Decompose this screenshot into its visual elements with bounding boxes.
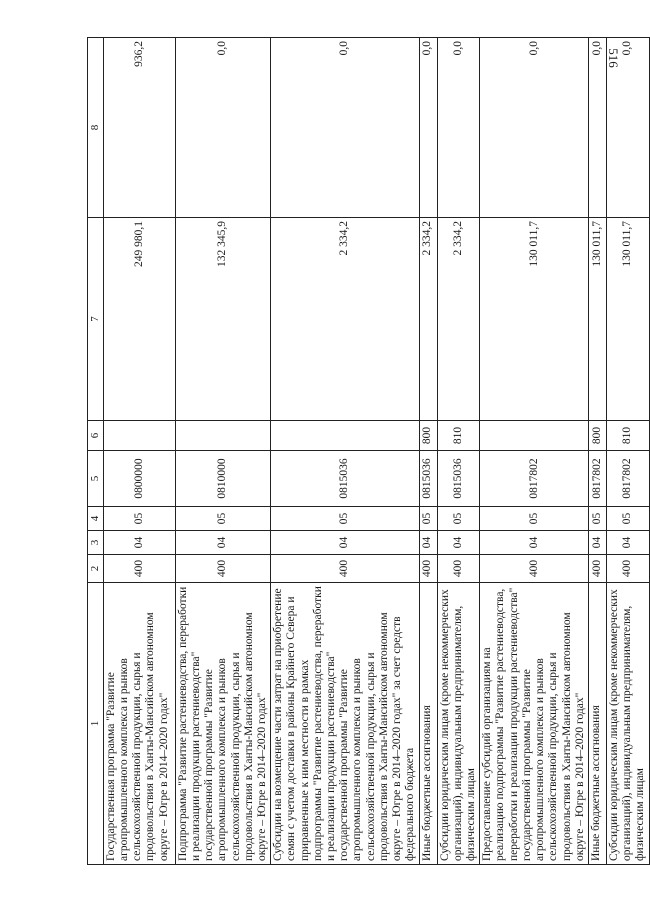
code-cell: 400 [437, 555, 480, 583]
table-row [437, 38, 480, 865]
section-cell: 04 [588, 531, 606, 555]
row-name-cell: Подпрограмма "Развитие растениеводства, переработки и реализации продукции растениеводства" государственной программы "Развитие агропромышленного комплекса и рынков сельскохозяйственной продукции, сырья и продовольствия в Ханты-Мансийском автономном округе – Югре в 2014–2020 годах" [175, 583, 271, 865]
code-cell: 400 [480, 555, 589, 583]
subsection-cell: 05 [103, 507, 175, 531]
section-cell: 04 [103, 531, 175, 555]
target-article-cell: 0800000 [103, 451, 175, 507]
budget-table [87, 37, 650, 865]
expense-type-cell: 810 [437, 421, 480, 451]
section-cell: 04 [175, 531, 271, 555]
table-row [271, 38, 419, 865]
code-cell: 400 [175, 555, 271, 583]
code-cell: 400 [588, 555, 606, 583]
code-cell: 400 [419, 555, 437, 583]
target-article-cell: 0817802 [606, 451, 649, 507]
expense-type-cell: 810 [606, 421, 649, 451]
amount-cell: 130 011,7 [588, 218, 606, 421]
target-article-cell: 0815036 [271, 451, 419, 507]
column-header: 5 [88, 451, 104, 507]
section-cell: 04 [419, 531, 437, 555]
federal-amount-cell: 0,0 [480, 38, 589, 218]
amount-cell: 132 345,9 [175, 218, 271, 421]
subsection-cell: 05 [419, 507, 437, 531]
target-article-cell: 0815036 [419, 451, 437, 507]
expense-type-cell: 800 [588, 421, 606, 451]
amount-cell: 249 980,1 [103, 218, 175, 421]
expense-type-cell [480, 421, 589, 451]
federal-amount-cell: 0,0 [588, 38, 606, 218]
code-cell: 400 [271, 555, 419, 583]
federal-amount-cell: 0,0 [437, 38, 480, 218]
section-cell: 04 [480, 531, 589, 555]
column-header: 6 [88, 421, 104, 451]
code-cell: 400 [103, 555, 175, 583]
table-row [480, 38, 589, 865]
target-article-cell: 0815036 [437, 451, 480, 507]
table-row [103, 38, 175, 865]
column-header: 1 [88, 583, 104, 865]
amount-cell: 2 334,2 [437, 218, 480, 421]
row-name-cell: Государственная программа "Развитие агропромышленного комплекса и рынков сельскохозяйственной продукции, сырья и продовольствия в Ханты-Мансийском автономном округе – Югре в 2014–2020 годах" [103, 583, 175, 865]
federal-amount-cell: 0,0 [175, 38, 271, 218]
federal-amount-cell: 0,0 [606, 38, 649, 218]
column-header: 7 [88, 218, 104, 421]
subsection-cell: 05 [175, 507, 271, 531]
table-row [588, 38, 606, 865]
target-article-cell: 0810000 [175, 451, 271, 507]
subsection-cell: 05 [588, 507, 606, 531]
table-header-row [88, 38, 104, 865]
amount-cell: 2 334,2 [271, 218, 419, 421]
section-cell: 04 [437, 531, 480, 555]
expense-type-cell: 800 [419, 421, 437, 451]
amount-cell: 130 011,7 [480, 218, 589, 421]
row-name-cell: Субсидии юридическим лицам (кроме некоммерческих организаций), индивидуальным предпринимателям, физическим лицам [606, 583, 649, 865]
amount-cell: 130 011,7 [606, 218, 649, 421]
column-header: 2 [88, 555, 104, 583]
column-header: 8 [88, 38, 104, 218]
row-name-cell: Иные бюджетные ассигнования [588, 583, 606, 865]
row-name-cell: Иные бюджетные ассигнования [419, 583, 437, 865]
section-cell: 04 [606, 531, 649, 555]
expense-type-cell [103, 421, 175, 451]
table-row [175, 38, 271, 865]
page-number: 516 [605, 48, 621, 68]
subsection-cell: 05 [606, 507, 649, 531]
subsection-cell: 05 [437, 507, 480, 531]
federal-amount-cell: 0,0 [419, 38, 437, 218]
subsection-cell: 05 [271, 507, 419, 531]
target-article-cell: 0817802 [588, 451, 606, 507]
expense-type-cell [175, 421, 271, 451]
subsection-cell: 05 [480, 507, 589, 531]
federal-amount-cell: 0,0 [271, 38, 419, 218]
section-cell: 04 [271, 531, 419, 555]
column-header: 4 [88, 507, 104, 531]
code-cell: 400 [606, 555, 649, 583]
row-name-cell: Субсидии юридическим лицам (кроме некоммерческих организаций), индивидуальным предпринимателям, физическим лицам [437, 583, 480, 865]
table-row [419, 38, 437, 865]
row-name-cell: Предоставление субсидий организациям на реализацию подпрограммы "Развитие растениеводства, переработки и реализации продукции растениеводства" государственной программы "Развитие агропромышленного комплекса и рынков сельскохозяйственной продукции, сырья и продовольствия в Ханты-Мансийском автономном округе – Югре в 2014–2020 годах" [480, 583, 589, 865]
amount-cell: 2 334,2 [419, 218, 437, 421]
federal-amount-cell: 936,2 [103, 38, 175, 218]
table-row [606, 38, 649, 865]
row-name-cell: Субсидии на возмещение части затрат на приобретение семян с учетом доставки в районы Крайнего Севера и приравненные к ним местности в рамках подпрограммы "Развитие растениеводства, переработки и реализации продукции растениеводства" государственной программы "Развитие агропромышленного комплекса и рынков сельскохозяйственной продукции, сырья и продовольствия в Ханты-Мансийском автономном округе – Югре в 2014–2020 годах" за счет средств федерального бюджета [271, 583, 419, 865]
target-article-cell: 0817802 [480, 451, 589, 507]
expense-type-cell [271, 421, 419, 451]
column-header: 3 [88, 531, 104, 555]
